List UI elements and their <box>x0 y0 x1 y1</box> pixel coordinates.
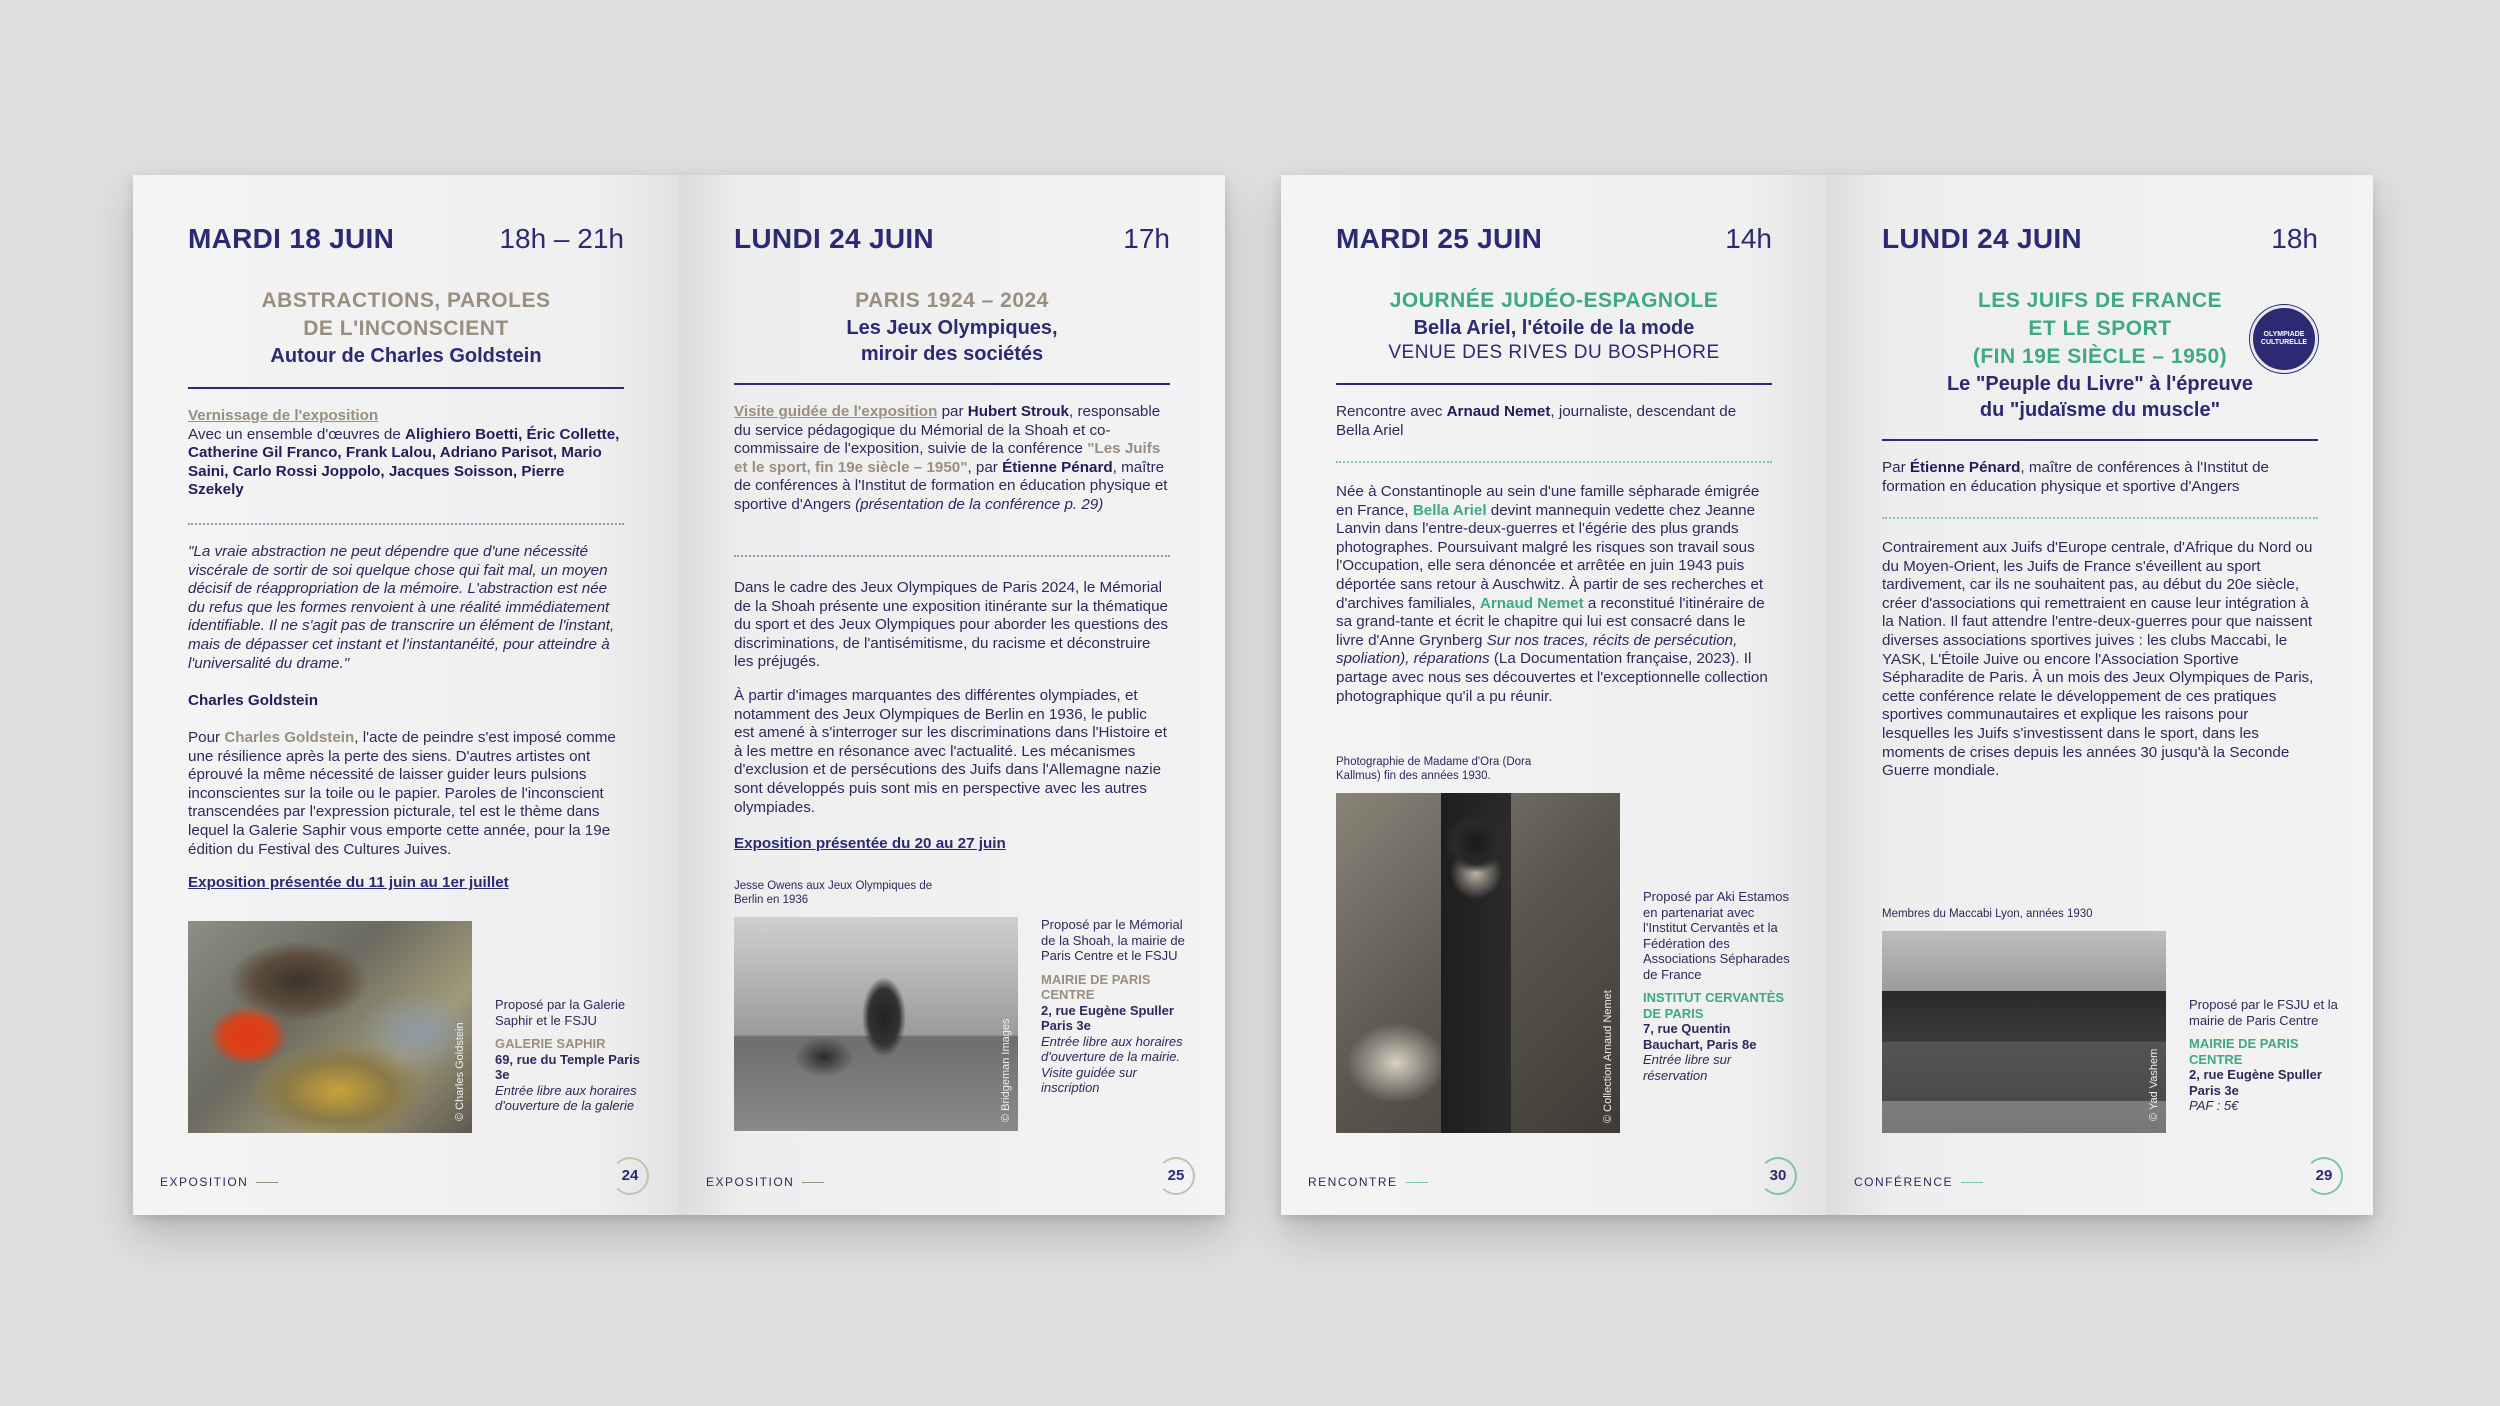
photo-caption: Jesse Owens aux Jeux Olympiques de Berlin en 1936 <box>734 880 933 906</box>
title-line-3: miroir des sociétés <box>860 343 1044 365</box>
venue-note: Entrée libre sur réservation <box>1643 1052 1732 1083</box>
t-c: , par <box>967 458 1003 476</box>
body-text <box>188 729 624 859</box>
page-header <box>1336 223 1772 263</box>
section-label: CONFÉRENCE <box>1854 1175 1954 1189</box>
dotted-divider <box>188 523 624 525</box>
left-spread <box>133 175 1225 1215</box>
venue-info <box>495 997 645 1114</box>
page-header <box>1882 223 2318 263</box>
exhibition-dates <box>734 835 1170 854</box>
event-day: LUNDI 24 JUIN <box>734 223 934 254</box>
speaker-name: Étienne Pénard <box>1909 459 2021 476</box>
speaker-name-2: Étienne Pénard <box>1002 458 1113 476</box>
artists-list: Alighiero Boetti, Éric Collette, Catherine Gil Franco, Frank Lalou, Adriano Parisot, Mario Saini, Carlo Rossi Joppolo, Jacques Soisson, Pierre Szekely <box>188 425 620 499</box>
page-29 <box>1827 175 2373 1215</box>
section-footer <box>706 1175 824 1189</box>
page-header <box>734 223 1170 263</box>
section-footer <box>160 1175 278 1189</box>
page-number: 24 <box>611 1157 649 1195</box>
venue-name: MAIRIE DE PARIS CENTRE <box>1041 971 1151 1002</box>
page-number: 30 <box>1759 1157 1797 1195</box>
title-line-1: JOURNÉE JUDÉO-ESPAGNOLE <box>1389 289 1719 312</box>
venue-info <box>2189 997 2339 1114</box>
page-number: 25 <box>1157 1157 1195 1195</box>
quote-author <box>188 692 624 711</box>
intro-block <box>1882 459 2318 496</box>
event-title <box>734 287 1170 367</box>
venue-note: PAF : 5€ <box>2189 1098 2239 1113</box>
photo-credit: © Collection Arnaud Nemet <box>1602 990 1614 1123</box>
photo-credit: © Charles Goldstein <box>454 1022 466 1121</box>
conference-ref: (présentation de la conférence p. 29) <box>855 495 1104 513</box>
body-text <box>1336 483 1772 706</box>
b3: a reconstitué l'itinéraire de sa grand-tante et écrit le chapitre qui lui est consacré dans le livre d'Anne Grynberg <box>1336 594 1765 649</box>
speaker-name: Hubert Strouk <box>967 403 1070 420</box>
organizer: Proposé par le Mémorial de la Shoah, la mairie de Paris Centre et le FSJU <box>1041 917 1185 963</box>
title-line-2: DE L'INCONSCIENT <box>303 317 509 340</box>
book-title: Sur nos traces, récits de persécution, spoliation), réparations <box>1336 631 1738 668</box>
title-line-3: (FIN 19E SIÈCLE – 1950) <box>1972 345 2228 368</box>
title-line-1: ABSTRACTIONS, PAROLES <box>261 289 551 312</box>
photo-caption: Photographie de Madame d'Ora (Dora Kallmus) fin des années 1930. <box>1336 756 1532 782</box>
title-line-1: PARIS 1924 – 2024 <box>855 289 1049 312</box>
exhibition-dates <box>188 874 624 893</box>
event-subtitle: Autour de Charles Goldstein <box>270 345 542 367</box>
photo-credit: © Yad Vashem <box>2148 1048 2160 1121</box>
venue-note: Entrée libre aux horaires d'ouverture de la galerie <box>495 1082 637 1113</box>
venue-address: 69, rue du Temple Paris 3e <box>495 1051 640 1082</box>
section-footer <box>1854 1175 1983 1189</box>
intro-block <box>734 403 1170 515</box>
title-line-2: ET LE SPORT <box>2028 317 2172 340</box>
event-time: 14h <box>1725 223 1772 254</box>
title-rule <box>1336 383 1772 385</box>
page-24 <box>133 175 679 1215</box>
event-day: MARDI 18 JUIN <box>188 223 395 254</box>
event-time: 18h <box>2271 223 2318 254</box>
section-label: RENCONTRE <box>1308 1175 1398 1189</box>
speaker-name: Arnaud Nemet <box>1446 403 1551 420</box>
painting-photo <box>188 921 472 1133</box>
b2: devint mannequin vedette chez Jeanne Lanvin dans l'entre-deux-guerres et l'égérie des plus grands photographes. Poursuivant malgré les risques son travail sous l'Occupation, elle sera dénoncée et arrêtée en juin 1943 puis déportée sans retour à Auschwitz. À partir de ses recherches et d'archives familiales, <box>1336 501 1764 612</box>
event-title <box>188 287 624 369</box>
t-b: , responsable du service pédagogique du Mémorial de la Shoah et co-commissaire de l'exposition, suivie de la conférence <box>734 403 1161 458</box>
section-label: EXPOSITION <box>160 1175 249 1189</box>
body-text: Contrairement aux Juifs d'Europe centrale, d'Afrique du Nord ou du Moyen-Orient, les Juifs de France s'éveillent au sport tardivement, car ils ne souhaitent pas, au début du 20e siècle, créer d'associations qui remettraient en cause leur intégration à la Nation. Il faut attendre l'entre-deux-guerres pour que naissent diverses associations sportives juives : les clubs Maccabi, le YASK, L'Étoile Juive ou encore l'Association Sportive Sépharadite de Paris. À un mois des Jeux Olympiques de Paris, cette conférence relate le développement de ces pratiques sportives communautaires et explique les raisons pour lesquelles les Juifs s'investissent dans le sport, dans les moments de crises depuis les années 30 jusqu'à la Seconde Guerre mondiale. <box>1882 539 2314 780</box>
section-label: EXPOSITION <box>706 1175 795 1189</box>
page-header <box>188 223 624 263</box>
dotted-divider <box>1882 517 2318 519</box>
event-time: 17h <box>1123 223 1170 254</box>
body-p2: À partir d'images marquantes des différentes olympiades, et notamment des Jeux Olympiques de Berlin en 1936, le public est amené à s'interroger sur les discriminations dans l'Histoire et à les mettre en résonance avec l'actualité. Les mécanismes d'exclusion et de persécutions des Juifs dans l'Allemagne nazie sont développés puis sont mis en perspective avec les autres olympiades. <box>734 687 1167 816</box>
conference-title: "Les Juifs et le sport, fin 19e siècle – 1950" <box>734 440 1161 476</box>
dates-link[interactable]: Exposition présentée du 20 au 27 juin <box>734 835 1006 852</box>
event-title <box>1336 287 1772 365</box>
team-photo <box>1882 931 2166 1133</box>
venue-name: INSTITUT CERVANTÈS DE PARIS <box>1643 990 1785 1021</box>
title-line-2: Les Jeux Olympiques, <box>846 317 1058 339</box>
intro-block <box>1336 403 1772 440</box>
olympics-photo <box>734 917 1018 1131</box>
speaker-name-2: Arnaud Nemet <box>1479 594 1584 612</box>
right-spread <box>1281 175 2373 1215</box>
dotted-divider <box>734 555 1170 557</box>
t-b: , maître de conférences à l'Institut de formation en éducation physique et sportive d'Angers <box>1882 459 2269 495</box>
dates-link[interactable]: Exposition présentée du 11 juin au 1er juillet <box>188 874 509 891</box>
venue-name: MAIRIE DE PARIS CENTRE <box>2189 1036 2299 1067</box>
venue-name: GALERIE SAPHIR <box>495 1036 606 1051</box>
t-d: , maître de conférences à l'Institut de formation en éducation physique et sportive d'Angers <box>734 458 1168 513</box>
venue-info <box>1643 889 1793 1083</box>
venue-info <box>1041 917 1191 1096</box>
page-number: 29 <box>2305 1157 2343 1195</box>
page-30 <box>1281 175 1827 1215</box>
photo-caption: Membres du Maccabi Lyon, années 1930 <box>1882 908 2093 920</box>
t-a: Par <box>1882 459 1910 476</box>
venue-note: Entrée libre aux horaires d'ouverture de la mairie. Visite guidée sur inscription <box>1041 1033 1183 1095</box>
title-line-4: Le "Peuple du Livre" à l'épreuve <box>1946 373 2254 395</box>
body-p1: Dans le cadre des Jeux Olympiques de Paris 2024, le Mémorial de la Shoah présente une exposition itinérante sur la thématique du sport et des Jeux Olympiques pour aborder les questions des discriminations, de l'antisémitisme, du racisme et déconstruire les préjugés. <box>734 579 1168 671</box>
event-day: LUNDI 24 JUIN <box>1882 223 2082 254</box>
b4: (La Documentation française, 2023). Il partage avec nous ses découvertes et l'exceptionnelle collection photographique qu'il a pu réunir. <box>1336 650 1768 705</box>
event-title <box>1882 287 2318 423</box>
venue-address: 2, rue Eugène Spuller Paris 3e <box>2189 1067 2322 1098</box>
b1: Née à Constantinople au sein d'une famille sépharade émigrée en France, <box>1336 483 1760 519</box>
olympiade-badge: OLYMPIADE CULTURELLE <box>2250 305 2318 373</box>
body-post: , l'acte de peindre s'est imposé comme une résilience après la perte des siens. D'autres artistes ont éprouvé la même nécessité de laisser guider leurs pulsions inconscientes sur la toile ou le papier. Paroles de l'inconscient transcendées par l'expression picturale, tel est le thème dans lequel la Galerie Saphir vous emporte cette année, pour la 19e édition du Festival des Cultures Juives. <box>188 729 616 858</box>
artist-name: Charles Goldstein <box>224 729 355 746</box>
venue-address: 2, rue Eugène Spuller Paris 3e <box>1041 1002 1174 1033</box>
t-a: Rencontre avec <box>1336 403 1447 420</box>
photo-credit: © Bridgeman Images <box>1000 1018 1012 1122</box>
venue-address: 7, rue Quentin Bauchart, Paris 8e <box>1643 1021 1757 1052</box>
body-pre: Pour <box>188 729 225 746</box>
t-a: par <box>937 403 968 420</box>
title-line-5: du "judaïsme du muscle" <box>1979 399 2221 421</box>
title-line-2: Bella Ariel, l'étoile de la mode <box>1413 317 1695 339</box>
quote: "La vraie abstraction ne peut dépendre que d'une nécessité viscérale de sortir de soi quelque chose qui fait mal, un moyen décisif de réappropriation de la mémoire. L'abstraction est née du refus que les formes renvoient à une réalité immédiatement identifiable. Il ne s'agit pas de transcrire un élément de l'instant, mais de dépasser cet instant et l'instantanéité, pour atteindre à l'universalité du drame." <box>188 543 615 672</box>
title-rule <box>734 383 1170 385</box>
vernissage-link[interactable]: Vernissage de l'exposition <box>188 407 379 424</box>
intro-text: Avec un ensemble d'œuvres de <box>188 425 406 443</box>
organizer: Proposé par le FSJU et la mairie de Paris Centre <box>2189 997 2338 1028</box>
dotted-divider <box>1336 461 1772 463</box>
guided-visit-link[interactable]: Visite guidée de l'exposition <box>734 403 938 420</box>
event-time: 18h – 21h <box>499 223 624 254</box>
portrait-photo <box>1336 793 1620 1133</box>
title-line-1: LES JUIFS DE FRANCE <box>1977 289 2223 312</box>
event-day: MARDI 25 JUIN <box>1336 223 1543 254</box>
title-rule <box>1882 439 2318 441</box>
organizer: Proposé par Aki Estamos en partenariat avec l'Institut Cervantès et la Fédération des Associations Sépharades de France <box>1643 889 1790 982</box>
page-25 <box>679 175 1225 1215</box>
organizer: Proposé par la Galerie Saphir et le FSJU <box>495 997 626 1028</box>
quote-author-name: Charles Goldstein <box>188 692 318 709</box>
subject-name: Bella Ariel <box>1412 501 1487 519</box>
title-line-3: VENUE DES RIVES DU BOSPHORE <box>1388 342 1720 363</box>
section-footer <box>1308 1175 1428 1189</box>
intro-block <box>188 407 624 500</box>
t-b: , journaliste, descendant de Bella Ariel <box>1336 403 1737 439</box>
title-rule <box>188 387 624 389</box>
